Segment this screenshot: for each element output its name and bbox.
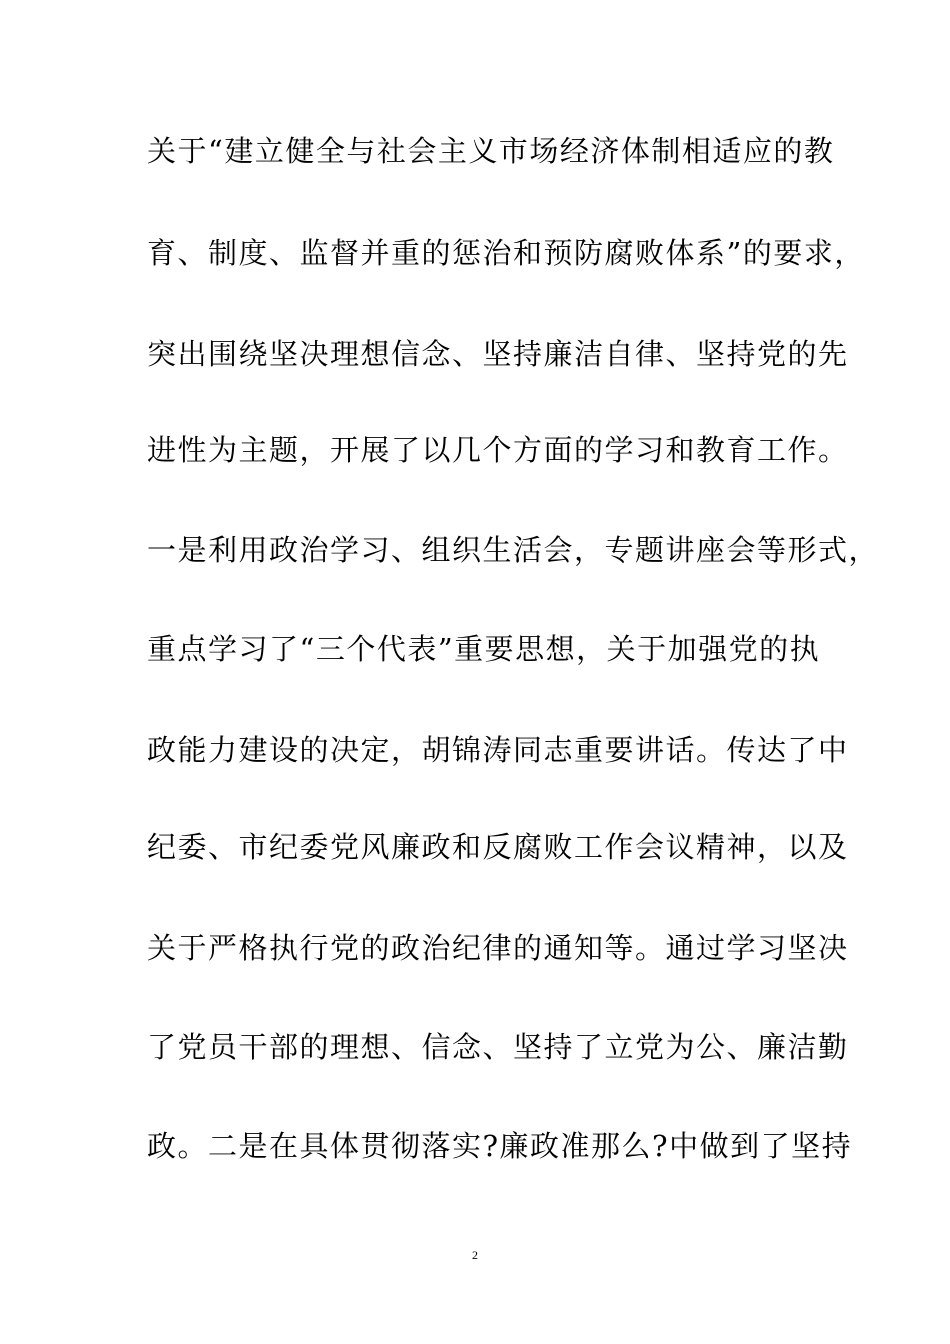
text-line: 一是利用政治学习、组织生活会，专题讲座会等形式， [147,533,880,567]
text-line: 政。二是在具体贯彻落实?廉政准那么?中做到了坚持 [147,1129,853,1163]
text-line: 进性为主题，开展了以几个方面的学习和教育工作。 [147,433,849,467]
text-line: 了党员干部的理想、信念、坚持了立党为公、廉洁勤 [147,1030,849,1064]
text-line: 纪委、市纪委党风廉政和反腐败工作会议精神，以及 [147,830,849,864]
text-line: 育、制度、监督并重的惩治和预防腐败体系”的要求， [147,236,865,270]
text-line: 关于严格执行党的政治纪律的通知等。通过学习坚决 [147,931,849,965]
text-line: 政能力建设的决定，胡锦涛同志重要讲话。传达了中 [147,733,849,767]
text-line: 关于“建立健全与社会主义市场经济体制相适应的教 [147,134,835,168]
text-line: 突出围绕坚决理想信念、坚持廉洁自律、坚持党的先 [147,337,849,371]
page-number: 2 [472,1248,478,1262]
text-line: 重点学习了“三个代表”重要思想，关于加强党的执 [147,632,821,666]
